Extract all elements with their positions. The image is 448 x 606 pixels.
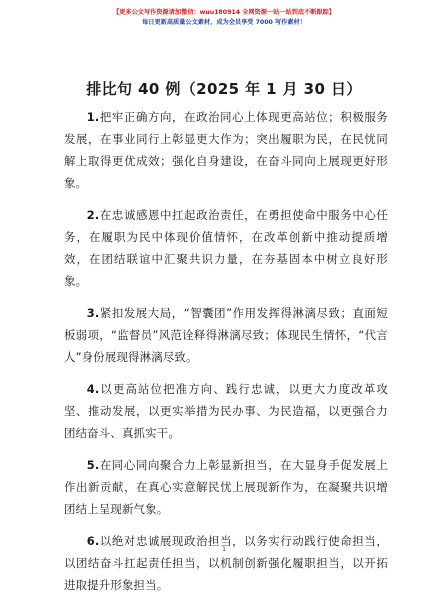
- paragraph-text: 在同心同向聚合力上彰显新担当，在大显身手促发展上作出新贡献，在真心实意解民忧上展现新作为，在凝聚共识增团结上呈现新气象。: [64, 458, 388, 516]
- document-body: [64, 106, 388, 606]
- promo-line-1: 【更多公文写作资源请加微信：wuu180914 全网资源一站一站到底不断跟踪】: [113, 9, 335, 16]
- page-number: 1: [222, 546, 226, 553]
- paragraph-text: 紧扣发展大局，“智囊团”作用发挥得淋漓尽致；直面短板弱项，“监督员”风范诠释得淋漓尽致；体现民生情怀，“代言人”身份展现得淋漓尽致。: [64, 306, 388, 364]
- paragraph-number: 6.: [86, 534, 100, 548]
- paragraph-number: 2.: [86, 208, 100, 222]
- header-banner: [0, 8, 448, 28]
- paragraph-text: 以绝对忠诚展现政治担当，以务实行动践行使命担当，以团结奋斗扛起责任担当，以机制创新强化履职担当，以开拓进取提升形象担当。: [64, 534, 388, 592]
- paragraph-number: 3.: [86, 306, 100, 320]
- paragraph-2: [64, 204, 388, 292]
- paragraph-text: 以更高站位把准方向、践行忠诚，以更大力度改革攻坚、推动发展，以更实举措为民办事、为民造福，以更强合力团结奋斗、真抓实干。: [64, 382, 388, 440]
- paragraph-6: [64, 530, 388, 596]
- paragraph-5: [64, 454, 388, 520]
- promo-line-2: 每日更新高质量公文素材，成为会员享受 7000 写作素材！: [142, 19, 306, 26]
- paragraph-text: 在忠诚感恩中扛起政治责任，在勇担使命中服务中心任务，在履职为民中体现价值情怀，在改革创新中推动提质增效，在团结联谊中汇聚共识力量，在夯基固本中树立良好形象。: [64, 208, 388, 288]
- document-title: 排比句 40 例（2025 年 1 月 30 日）: [86, 80, 362, 98]
- paragraph-3: [64, 302, 388, 368]
- paragraph-1: [64, 106, 388, 194]
- paragraph-number: 5.: [86, 458, 100, 472]
- paragraph-4: [64, 378, 388, 444]
- paragraph-number: 1.: [86, 110, 100, 124]
- paragraph-number: 4.: [86, 382, 100, 396]
- paragraph-text: 把牢正确方向，在政治同心上体现更高站位；积极服务发展，在事业同行上彰显更大作为；突出履职为民，在民忧同解上取得更优成效；强化自身建设，在奋斗同向上展现更好形象。: [64, 110, 388, 190]
